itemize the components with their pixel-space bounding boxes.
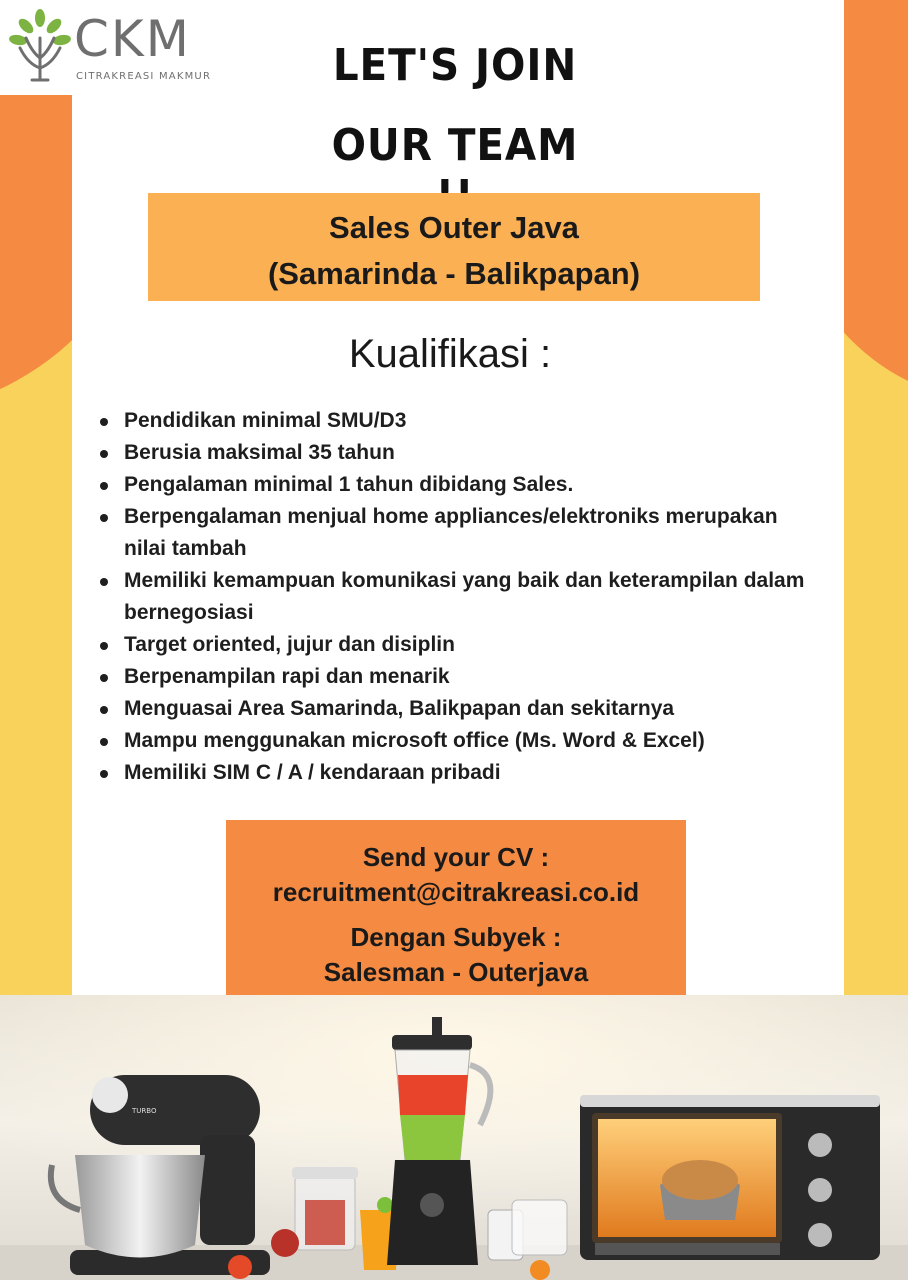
qualification-text: Pendidikan minimal SMU/D3 <box>124 409 407 432</box>
qualification-text: Berusia maksimal 35 tahun <box>124 441 395 464</box>
qualification-item <box>100 661 820 693</box>
qualification-item <box>100 757 820 789</box>
qualification-text: Menguasai Area Samarinda, Balikpapan dan sekitarnya <box>124 697 675 720</box>
bullet-icon <box>100 418 108 426</box>
qualification-item <box>100 565 820 629</box>
qualification-text: Berpengalaman menjual home appliances/elektroniks merupakan nilai tambah <box>124 505 778 560</box>
tomato-icon <box>228 1255 252 1279</box>
logo-wordmark: CKM <box>74 10 191 68</box>
bullet-icon <box>100 674 108 682</box>
bullet-icon <box>100 738 108 746</box>
qualification-item <box>100 469 820 501</box>
qualification-text: Target oriented, jujur dan disiplin <box>124 633 455 656</box>
qualification-text: Mampu menggunakan microsoft office (Ms. Word & Excel) <box>124 729 705 752</box>
position-location: (Samarinda - Balikpapan) <box>267 256 641 291</box>
qualification-item <box>100 725 820 757</box>
oven-icon <box>580 1095 880 1260</box>
bullet-icon <box>100 514 108 522</box>
subject-label: Dengan Subyek : <box>350 922 562 952</box>
product-photo <box>0 995 908 1280</box>
bullet-icon <box>100 578 108 586</box>
headline-line-2: OUR TEAM <box>331 120 579 171</box>
recruitment-email[interactable]: recruitment@citrakreasi.co.id <box>272 877 640 907</box>
position-title-box <box>148 193 760 301</box>
subject-value: Salesman - Outerjava <box>323 957 589 987</box>
position-title: Sales Outer Java <box>329 210 579 245</box>
company-logo <box>8 8 218 84</box>
qualification-text: Memiliki kemampuan komunikasi yang baik dan keterampilan dalam bernegosiasi <box>124 569 805 624</box>
bullet-icon <box>100 482 108 490</box>
logo-subtitle: CITRAKREASI MAKMUR <box>76 71 212 82</box>
brand-label: TURBO <box>132 1107 157 1115</box>
bullet-icon <box>100 770 108 778</box>
bullet-icon <box>100 642 108 650</box>
kitchen-appliances-illustration <box>0 995 908 1280</box>
tree-icon <box>8 8 72 84</box>
qualification-item <box>100 693 820 725</box>
qualification-item <box>100 629 820 661</box>
headline-line-1: LET'S JOIN <box>332 40 578 91</box>
sauce-bowl-icon <box>271 1229 299 1257</box>
chopper-jar-icon <box>292 1167 358 1250</box>
qualifications-heading: Kualifikasi : <box>348 332 552 376</box>
qualification-text: Berpenampilan rapi dan menarik <box>124 665 450 688</box>
qualification-text: Memiliki SIM C / A / kendaraan pribadi <box>124 761 501 784</box>
send-cv-label: Send your CV : <box>362 842 550 872</box>
qualification-text: Pengalaman minimal 1 tahun dibidang Sales. <box>124 473 574 496</box>
contact-box <box>226 820 686 995</box>
qualification-item <box>100 437 820 469</box>
bullet-icon <box>100 706 108 714</box>
qualification-item <box>100 405 820 437</box>
qualification-item <box>100 501 820 565</box>
orange-fruit-icon <box>530 1260 550 1280</box>
qualifications-list <box>100 405 820 789</box>
bullet-icon <box>100 450 108 458</box>
